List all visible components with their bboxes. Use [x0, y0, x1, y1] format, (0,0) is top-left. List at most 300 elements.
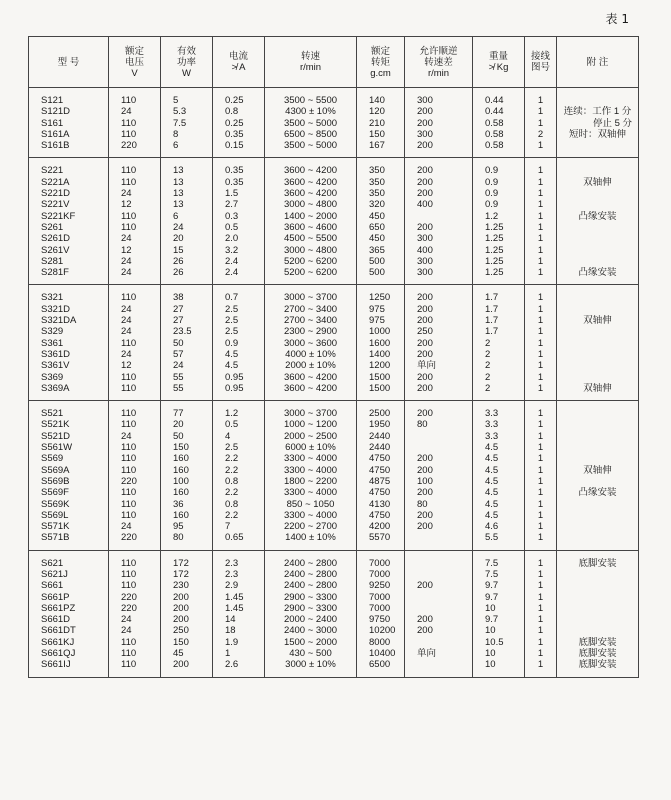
cell-line: 50	[173, 430, 184, 442]
cell-line: 200	[417, 580, 433, 592]
cell-line: 230	[173, 580, 189, 592]
cell-line: 3.3	[485, 430, 499, 442]
cell-line: 0.35	[225, 176, 244, 188]
cell-line: S221D	[41, 188, 71, 200]
header-line: 电流	[228, 51, 248, 62]
cell-line: S661D	[41, 614, 71, 626]
cell-line	[557, 408, 638, 419]
cell-line: S121	[41, 95, 64, 106]
cell-line: 1	[537, 244, 544, 256]
cell-line: 120	[369, 106, 385, 118]
cell-line: 200	[417, 509, 433, 521]
cell-line: 13	[173, 188, 184, 200]
cell-line: S569A	[41, 464, 70, 476]
cell-line: 0.58	[485, 117, 504, 129]
cell-line: 1250	[369, 292, 391, 304]
speed-difference-cell	[405, 285, 473, 401]
header-torque	[357, 37, 405, 88]
cell-line: 1	[537, 176, 544, 188]
cell-line: 200	[417, 371, 433, 383]
cell-line: S161A	[41, 128, 70, 140]
cell-line: 200	[173, 591, 189, 603]
cell-line: 13	[173, 176, 184, 188]
cell-line: 200	[417, 614, 433, 626]
cell-line: 3300 ~ 4000	[283, 509, 338, 521]
cell-line: 2300 ~ 2900	[283, 326, 338, 338]
cell-line: 200	[417, 408, 433, 420]
cell-line: 172	[173, 557, 189, 569]
cell-line	[405, 603, 472, 614]
cell-line: 2700 ~ 3400	[283, 303, 338, 315]
cell-line	[557, 245, 638, 256]
cell-line: 9750	[369, 614, 391, 626]
wiring-cell	[525, 158, 557, 285]
cell-line	[557, 569, 638, 580]
cell-line: 200	[417, 315, 433, 327]
cell-line: 45	[173, 648, 184, 660]
cell-line: 3600 ~ 4200	[283, 165, 338, 177]
table-row-group	[29, 285, 639, 401]
cell-line: 1.5	[225, 188, 239, 200]
cell-line: 1.45	[225, 591, 244, 603]
cell-line: 110	[121, 509, 137, 521]
cell-line: 55	[173, 382, 184, 394]
cell-line: 3600 ~ 4200	[283, 188, 338, 200]
header-line: 额定	[370, 45, 390, 57]
cell-line: 1	[537, 267, 544, 279]
cell-line: 3500 ~ 5000	[283, 140, 338, 152]
cell-line: S221A	[41, 176, 70, 188]
cell-line: 1	[537, 636, 544, 648]
cell-line: 3300 ~ 4000	[283, 487, 338, 499]
cell-line: 10	[485, 625, 496, 637]
cell-line: 172	[173, 568, 189, 580]
cell-line: 3000 ~ 3600	[283, 337, 338, 349]
model-cell	[29, 88, 109, 158]
cell-line: 2.3	[225, 568, 239, 580]
cell-line: 1.45	[225, 602, 244, 614]
cell-line: 6000 ± 10%	[285, 442, 336, 454]
cell-line: 9250	[369, 580, 391, 592]
cell-line: 6	[173, 140, 179, 152]
cell-line: 1	[537, 521, 544, 533]
cell-line: 24	[121, 255, 132, 267]
cell-line: 1.7	[485, 292, 499, 304]
cell-line: S161B	[41, 140, 70, 152]
table-row-group	[29, 88, 639, 158]
cell-line: 1	[537, 453, 544, 465]
cell-line: 1	[537, 475, 544, 487]
cell-line: 0.9	[485, 176, 499, 188]
cell-line: 24	[173, 360, 184, 372]
speed-difference-cell	[405, 401, 473, 551]
cell-line: 1	[537, 659, 544, 671]
cell-line: 4130	[369, 498, 391, 510]
voltage-cell	[109, 285, 161, 401]
cell-line: 200	[173, 602, 189, 614]
cell-line: S361V	[41, 360, 70, 372]
cell-line: 200	[417, 221, 433, 233]
cell-line: 110	[121, 221, 137, 233]
cell-line: S261D	[41, 233, 71, 245]
cell-line: 4.5	[485, 442, 499, 454]
cell-line: S321	[41, 292, 64, 304]
cell-line: 77	[173, 408, 184, 420]
cell-line	[557, 372, 638, 383]
torque-cell	[357, 401, 405, 551]
cell-line: S661IJ	[41, 659, 71, 671]
cell-line: 2700 ~ 3400	[283, 315, 338, 327]
header-line: 额定	[124, 45, 144, 57]
cell-line: 2.2	[225, 464, 239, 476]
power-cell	[161, 550, 213, 677]
cell-line: 1	[225, 648, 231, 660]
voltage-cell	[109, 158, 161, 285]
cell-line: 2.0	[225, 233, 239, 245]
header-line: ≯ A	[231, 62, 246, 73]
cell-line: 2.2	[225, 487, 239, 499]
cell-line: 1500	[369, 382, 391, 394]
cell-line: 1.25	[485, 233, 504, 245]
notes-cell	[557, 401, 639, 551]
cell-line: 2	[485, 382, 491, 394]
cell-line: 7.5	[485, 568, 499, 580]
cell-line: 2.2	[225, 509, 239, 521]
cell-line: 1.2	[485, 210, 499, 222]
cell-line: 5.3	[173, 106, 187, 118]
cell-line: 3000 ~ 3700	[283, 408, 338, 420]
cell-line: 0.58	[485, 128, 504, 140]
cell-line: 2.2	[225, 453, 239, 465]
cell-line	[405, 442, 472, 453]
cell-line: 350	[369, 176, 385, 188]
cell-line: 110	[121, 659, 137, 671]
cell-line: 2	[485, 348, 491, 360]
header-line: 转速差	[424, 56, 453, 68]
cell-line: 100	[417, 475, 433, 487]
cell-line: 1	[537, 360, 544, 372]
cell-line: 110	[121, 568, 137, 580]
cell-line	[557, 222, 638, 233]
cell-line: 350	[369, 165, 385, 177]
cell-line: 2200 ~ 2700	[283, 521, 338, 533]
cell-line: 双轴伸	[583, 382, 612, 394]
cell-line: 10	[485, 602, 496, 614]
cell-line	[557, 453, 638, 464]
cell-line	[557, 95, 638, 106]
cell-line: 50	[173, 337, 184, 349]
cell-line: 3600 ~ 4600	[283, 221, 338, 233]
cell-line: 5200 ~ 6200	[283, 267, 338, 279]
cell-line: 850 ~ 1050	[286, 498, 335, 510]
cell-line: 1	[537, 580, 544, 592]
cell-line: 200	[417, 625, 433, 637]
cell-line: 2.6	[225, 659, 239, 671]
cell-line: 110	[121, 498, 137, 510]
cell-line: 650	[369, 221, 385, 233]
cell-line: 1500 ~ 2000	[283, 636, 338, 648]
cell-line: 14	[225, 614, 236, 626]
cell-line: S661QJ	[41, 648, 76, 660]
cell-line: 4750	[369, 487, 391, 499]
table-row-group	[29, 550, 639, 677]
cell-line: 停止 5 分	[592, 117, 632, 129]
cell-line: 0.8	[225, 498, 239, 510]
cell-line	[557, 292, 638, 303]
cell-line	[557, 431, 638, 442]
cell-line: 4.5	[485, 453, 499, 465]
cell-line: 凸缘安装	[578, 267, 617, 279]
power-cell	[161, 158, 213, 285]
cell-line: S369	[41, 371, 64, 383]
cell-line: 3500 ~ 5000	[283, 117, 338, 129]
cell-line: 20	[173, 419, 184, 431]
cell-line: S321D	[41, 303, 71, 315]
cell-line: 12	[121, 199, 132, 211]
cell-line: 2500	[369, 408, 391, 420]
cell-line: 4.6	[485, 521, 499, 533]
cell-line: 100	[173, 475, 189, 487]
speed-cell	[265, 88, 357, 158]
cell-line: 1800 ~ 2200	[283, 475, 338, 487]
cell-line: 2440	[369, 430, 391, 442]
cell-line: 110	[121, 464, 137, 476]
cell-line	[405, 211, 472, 222]
cell-line: 凸缘安装	[578, 210, 617, 222]
cell-line: 2.5	[225, 326, 239, 338]
cell-line: 底脚安装	[578, 648, 617, 660]
torque-cell	[357, 158, 405, 285]
header-line: r/min	[427, 67, 450, 79]
cell-line: 200	[417, 337, 433, 349]
cell-line: 2.5	[225, 315, 239, 327]
cell-line	[557, 360, 638, 371]
cell-line: 1950	[369, 419, 391, 431]
cell-line: 110	[121, 128, 137, 140]
cell-line: 单向	[417, 648, 437, 660]
cell-line: 250	[173, 625, 189, 637]
cell-line: 3600 ~ 4200	[283, 371, 338, 383]
cell-line: S161	[41, 117, 64, 129]
cell-line: 110	[121, 580, 137, 592]
cell-line: 220	[121, 475, 137, 487]
cell-line: 1.9	[225, 636, 239, 648]
cell-line: 24	[121, 303, 132, 315]
speed-difference-cell	[405, 550, 473, 677]
cell-line: 1.25	[485, 267, 504, 279]
cell-line: S661KJ	[41, 636, 75, 648]
cell-line: 24	[121, 430, 132, 442]
cell-line: 4300 ± 10%	[285, 106, 336, 118]
cell-line: 2440	[369, 442, 391, 454]
cell-line: 2.7	[225, 199, 239, 211]
cell-line: 1	[537, 442, 544, 454]
cell-line: S369A	[41, 382, 70, 394]
header-line: 转速	[300, 51, 320, 62]
cell-line: 110	[121, 648, 137, 660]
cell-line: 4.5	[225, 360, 239, 372]
cell-line: 0.35	[225, 128, 244, 140]
cell-line: 7.5	[485, 557, 499, 569]
cell-line	[557, 233, 638, 244]
cell-line: S621J	[41, 568, 68, 580]
header-row	[29, 37, 639, 88]
cell-line: 167	[369, 140, 385, 152]
cell-line: 20	[173, 233, 184, 245]
weight-cell	[473, 550, 525, 677]
cell-line: 底脚安装	[578, 636, 617, 648]
cell-line: 4875	[369, 475, 391, 487]
cell-line: 1400 ~ 2000	[283, 210, 338, 222]
current-cell	[213, 401, 265, 551]
cell-line: 1	[537, 348, 544, 360]
cell-line: 300	[417, 128, 433, 140]
cell-line: 10200	[369, 625, 396, 637]
cell-line	[557, 510, 638, 521]
cell-line: 0.3	[225, 210, 239, 222]
cell-line: 6500	[369, 659, 391, 671]
cell-line: 1400	[369, 348, 391, 360]
cell-line: 1	[537, 188, 544, 200]
cell-line: 2900 ~ 3300	[283, 591, 338, 603]
cell-line	[405, 532, 472, 543]
cell-line: 3300 ~ 4000	[283, 453, 338, 465]
cell-line: 2400 ~ 2800	[283, 580, 338, 592]
cell-line: 0.8	[225, 106, 239, 118]
cell-line: 1	[537, 315, 544, 327]
speed-difference-cell	[405, 88, 473, 158]
weight-cell	[473, 158, 525, 285]
cell-line: 1	[537, 165, 544, 177]
cell-line: 单向	[417, 360, 437, 372]
current-cell	[213, 550, 265, 677]
cell-line: 110	[121, 557, 137, 569]
current-cell	[213, 158, 265, 285]
cell-line: 双轴伸	[583, 176, 612, 188]
cell-line: 2000 ~ 2400	[283, 614, 338, 626]
cell-line: 3000 ~ 4800	[283, 199, 338, 211]
header-line: 转矩	[370, 56, 390, 68]
cell-line: 1.25	[485, 255, 504, 267]
cell-line	[557, 165, 638, 176]
cell-line: 18	[225, 625, 236, 637]
header-speed	[265, 37, 357, 88]
header-line: r/min	[299, 62, 322, 73]
cell-line: 26	[173, 255, 184, 267]
cell-line: 3500 ~ 5500	[283, 95, 338, 106]
cell-line: 1	[537, 337, 544, 349]
cell-line: 0.58	[485, 140, 504, 152]
cell-line: 1	[537, 221, 544, 233]
cell-line: S569L	[41, 509, 69, 521]
cell-line: 1600	[369, 337, 391, 349]
cell-line: S521K	[41, 419, 70, 431]
cell-line: 1500	[369, 371, 391, 383]
cell-line: 4.5	[485, 464, 499, 476]
cell-line: 110	[121, 95, 137, 106]
weight-cell	[473, 401, 525, 551]
cell-line: 9.7	[485, 614, 499, 626]
current-cell	[213, 88, 265, 158]
notes-cell	[557, 158, 639, 285]
cell-line: 2400 ~ 2800	[283, 557, 338, 569]
cell-line: 1	[537, 210, 544, 222]
voltage-cell	[109, 550, 161, 677]
cell-line: 80	[417, 498, 428, 510]
cell-line: 1	[537, 303, 544, 315]
cell-line: 1.7	[485, 326, 499, 338]
cell-line	[405, 659, 472, 670]
cell-line: 0.35	[225, 165, 244, 177]
cell-line: 7000	[369, 557, 391, 569]
cell-line: 12	[121, 244, 132, 256]
torque-cell	[357, 285, 405, 401]
cell-line: 1	[537, 430, 544, 442]
cell-line: 110	[121, 487, 137, 499]
cell-line: 2400 ~ 2800	[283, 568, 338, 580]
cell-line: 1	[537, 419, 544, 431]
cell-line: S569	[41, 453, 64, 465]
table-row-group	[29, 401, 639, 551]
cell-line: S121D	[41, 106, 71, 118]
cell-line: 1	[537, 602, 544, 614]
speed-difference-cell	[405, 158, 473, 285]
cell-line: 0.15	[225, 140, 244, 152]
power-cell	[161, 285, 213, 401]
cell-line: 3.2	[225, 244, 239, 256]
cell-line: 23.5	[173, 326, 192, 338]
cell-line: 10400	[369, 648, 396, 660]
cell-line: 底脚安装	[578, 557, 617, 569]
cell-line: 110	[121, 165, 137, 177]
cell-line: 430 ~ 500	[289, 648, 332, 660]
cell-line: 80	[173, 532, 184, 544]
torque-cell	[357, 550, 405, 677]
cell-line: 2000 ~ 2500	[283, 430, 338, 442]
cell-line: 0.5	[225, 221, 239, 233]
cell-line: S569B	[41, 475, 70, 487]
cell-line: 1000 ~ 1200	[283, 419, 338, 431]
cell-line	[557, 476, 638, 487]
cell-line: 1	[537, 464, 544, 476]
cell-line: 2400 ~ 3000	[283, 625, 338, 637]
cell-line: 110	[121, 636, 137, 648]
cell-line: 3000 ~ 4800	[283, 244, 338, 256]
cell-line	[557, 592, 638, 603]
header-voltage	[109, 37, 161, 88]
wiring-cell	[525, 285, 557, 401]
header-line: 接线	[530, 51, 550, 62]
header-line: 允许顺逆	[419, 45, 458, 57]
cell-line	[557, 603, 638, 614]
cell-line: 150	[369, 128, 385, 140]
cell-line: 12	[121, 360, 132, 372]
cell-line: 24	[121, 614, 132, 626]
cell-line: 300	[417, 233, 433, 245]
cell-line: 2.4	[225, 255, 239, 267]
cell-line: 975	[369, 315, 385, 327]
cell-line: 220	[121, 140, 137, 152]
cell-line: 0.25	[225, 117, 244, 129]
cell-line	[557, 419, 638, 430]
cell-line: 24	[121, 521, 132, 533]
cell-line: 2000 ± 10%	[285, 360, 336, 372]
cell-line: 80	[417, 419, 428, 431]
cell-line: 1	[537, 292, 544, 304]
header-line: 型 号	[57, 56, 80, 68]
cell-line: 365	[369, 244, 385, 256]
cell-line: 2	[537, 128, 544, 140]
